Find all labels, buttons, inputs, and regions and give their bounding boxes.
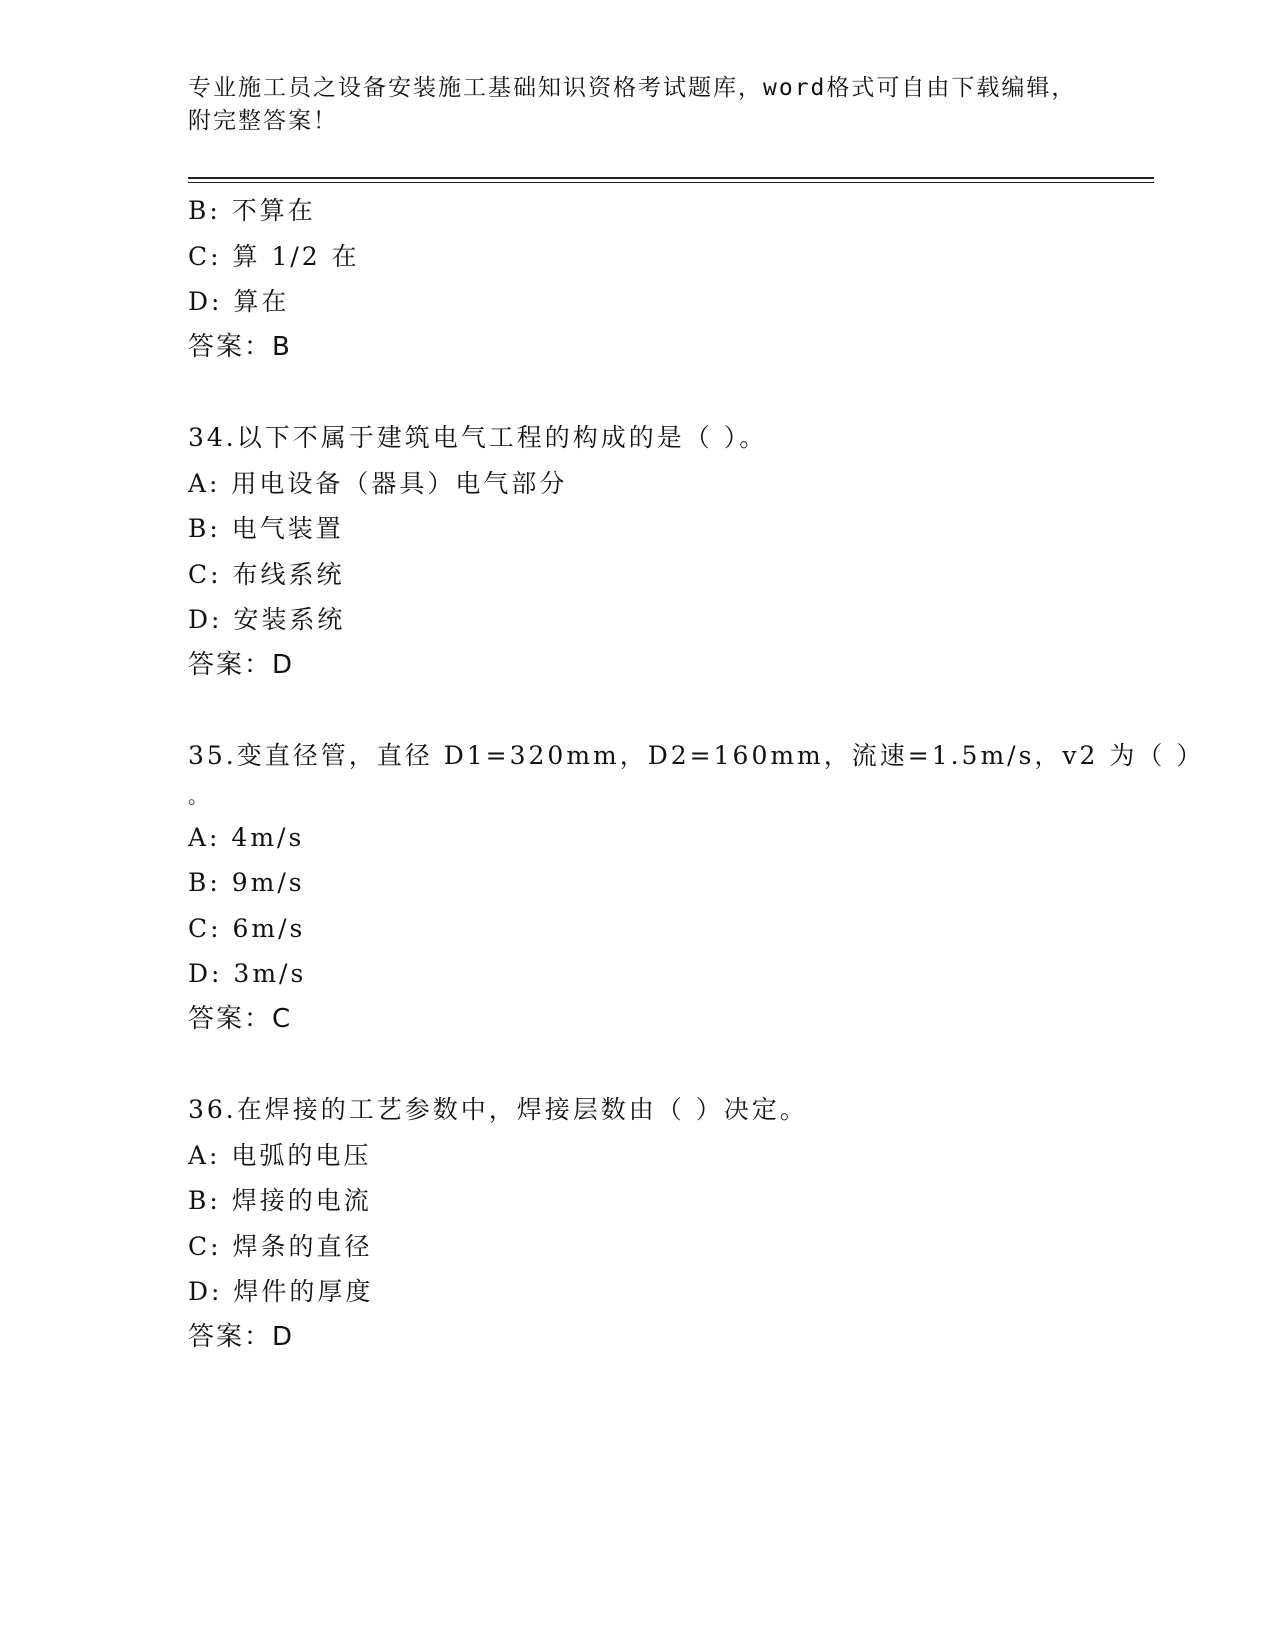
option-d: D: 安装系统	[188, 605, 346, 634]
option-d: D: 算在	[188, 287, 290, 316]
question-stem-continuation: 。	[188, 783, 211, 808]
header-divider-thin	[188, 182, 1154, 183]
document-header	[188, 72, 1088, 138]
option-b: B: 焊接的电流	[188, 1186, 372, 1215]
question-list	[188, 188, 1205, 1360]
header-divider-thick	[188, 177, 1154, 179]
answer-line: 答案：D	[188, 649, 295, 680]
question-33-continued	[188, 188, 1138, 370]
question-stem: 35.变直径管，直径 D1=320mm，D2=160mm，流速=1.5m/s，v2 为（ ）	[188, 741, 1205, 770]
option-a: A: 4m/s	[188, 822, 305, 852]
question-34	[188, 415, 1138, 688]
question-stem: 36.在焊接的工艺参数中，焊接层数由（ ）决定。	[188, 1095, 808, 1124]
question-35	[188, 733, 1205, 1042]
question-stem: 34.以下不属于建筑电气工程的构成的是（ ）。	[188, 423, 768, 452]
option-b: B: 不算在	[188, 196, 316, 225]
option-a: A: 电弧的电压	[188, 1140, 372, 1170]
option-d: D: 3m/s	[188, 959, 307, 988]
answer-line: 答案：D	[188, 1321, 295, 1352]
option-c: C: 布线系统	[188, 559, 345, 589]
answer-line: 答案：B	[188, 331, 292, 362]
option-b: B: 电气装置	[188, 514, 344, 543]
header-title-line-1: 专业施工员之设备安装施工基础知识资格考试题库，word格式可自由下载编辑，	[188, 75, 1077, 101]
question-36	[188, 1087, 1138, 1360]
option-c: C: 6m/s	[188, 913, 306, 943]
option-d: D: 焊件的厚度	[188, 1277, 374, 1306]
option-c: C: 焊条的直径	[188, 1231, 373, 1261]
header-title-line-2: 附完整答案！	[188, 108, 338, 134]
option-a: A: 用电设备（器具）电气部分	[188, 468, 568, 498]
answer-line: 答案：C	[188, 1003, 293, 1034]
option-b: B: 9m/s	[188, 868, 305, 897]
option-c: C: 算 1/2 在	[188, 241, 360, 271]
